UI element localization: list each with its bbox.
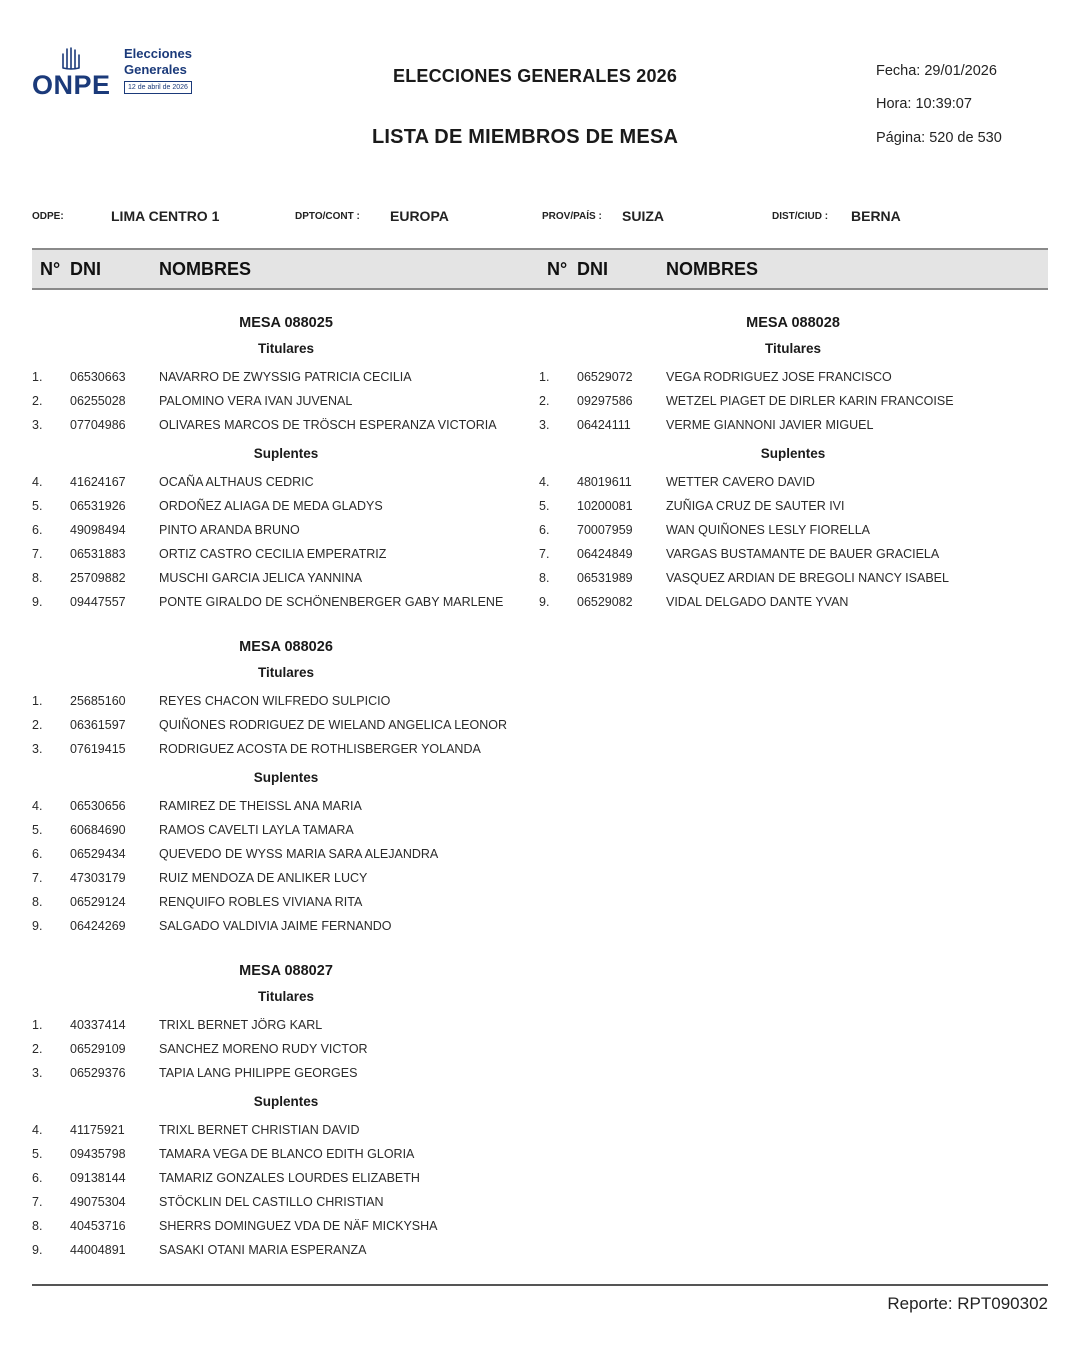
row-number: 6. <box>32 523 43 537</box>
row-dni: 06529124 <box>70 895 126 909</box>
titulares-heading: Titulares <box>764 341 822 356</box>
row-dni: 49075304 <box>70 1195 126 1209</box>
row-number: 9. <box>32 1243 43 1257</box>
logo-event-line1: Elecciones <box>124 46 192 61</box>
row-name: OCAÑA ALTHAUS CEDRIC <box>159 475 314 489</box>
row-number: 4. <box>539 475 550 489</box>
row-name: QUIÑONES RODRIGUEZ DE WIELAND ANGELICA LEONOR <box>159 718 507 732</box>
time-label: Hora: 10:39:07 <box>876 96 972 112</box>
row-number: 8. <box>539 571 550 585</box>
logo-event-date: 12 de abril de 2026 <box>124 81 192 94</box>
row-name: WETTER CAVERO DAVID <box>666 475 815 489</box>
row-number: 1. <box>32 1018 43 1032</box>
row-dni: 09297586 <box>577 394 633 408</box>
prov-value: SUIZA <box>622 208 664 224</box>
row-number: 5. <box>539 499 550 513</box>
row-number: 6. <box>539 523 550 537</box>
titulares-heading: Titulares <box>257 665 315 680</box>
row-number: 6. <box>32 1171 43 1185</box>
suplentes-heading: Suplentes <box>253 446 319 461</box>
row-name: RODRIGUEZ ACOSTA DE ROTHLISBERGER YOLANDA <box>159 742 481 756</box>
row-name: SANCHEZ MORENO RUDY VICTOR <box>159 1042 368 1056</box>
row-number: 5. <box>32 1147 43 1161</box>
row-dni: 06531883 <box>70 547 126 561</box>
row-dni: 06531926 <box>70 499 126 513</box>
row-number: 1. <box>32 694 43 708</box>
titulares-heading: Titulares <box>257 341 315 356</box>
row-name: TAMARIZ GONZALES LOURDES ELIZABETH <box>159 1171 420 1185</box>
row-name: PINTO ARANDA BRUNO <box>159 523 300 537</box>
row-number: 4. <box>32 475 43 489</box>
row-number: 2. <box>32 1042 43 1056</box>
row-name: TRIXL BERNET CHRISTIAN DAVID <box>159 1123 360 1137</box>
row-dni: 09435798 <box>70 1147 126 1161</box>
row-name: QUEVEDO DE WYSS MARIA SARA ALEJANDRA <box>159 847 439 861</box>
row-number: 9. <box>539 595 550 609</box>
row-dni: 06529082 <box>577 595 633 609</box>
row-name: STÖCKLIN DEL CASTILLO CHRISTIAN <box>159 1195 384 1209</box>
row-dni: 06361597 <box>70 718 126 732</box>
titulares-heading: Titulares <box>257 989 315 1004</box>
row-number: 2. <box>539 394 550 408</box>
logo-brand: ONPE <box>32 70 111 100</box>
row-dni: 25685160 <box>70 694 126 708</box>
row-name: PONTE GIRALDO DE SCHÖNENBERGER GABY MARLENE <box>159 595 504 609</box>
row-dni: 06530663 <box>70 370 126 384</box>
row-number: 9. <box>32 595 43 609</box>
report-code: Reporte: RPT090302 <box>887 1294 1048 1313</box>
row-name: OLIVARES MARCOS DE TRÖSCH ESPERANZA VICTORIA <box>159 418 497 432</box>
row-name: PALOMINO VERA IVAN JUVENAL <box>159 394 353 408</box>
row-name: WETZEL PIAGET DE DIRLER KARIN FRANCOISE <box>666 394 954 408</box>
row-number: 2. <box>32 718 43 732</box>
row-number: 8. <box>32 1219 43 1233</box>
row-name: VASQUEZ ARDIAN DE BREGOLI NANCY ISABEL <box>666 571 949 585</box>
odpe-value: LIMA CENTRO 1 <box>111 208 220 224</box>
date-label: Fecha: 29/01/2026 <box>876 63 997 79</box>
row-dni: 06530656 <box>70 799 126 813</box>
row-dni: 06424111 <box>577 418 631 432</box>
row-dni: 40337414 <box>70 1018 126 1032</box>
row-name: SASAKI OTANI MARIA ESPERANZA <box>159 1243 367 1257</box>
col-dni-right: DNI <box>577 259 608 279</box>
row-dni: 41175921 <box>70 1123 125 1137</box>
row-dni: 07619415 <box>70 742 126 756</box>
row-dni: 44004891 <box>70 1243 126 1257</box>
dist-value: BERNA <box>851 208 901 224</box>
row-name: RAMIREZ DE THEISSL ANA MARIA <box>159 799 362 813</box>
row-number: 1. <box>539 370 550 384</box>
row-number: 7. <box>32 1195 43 1209</box>
voting-hand-icon <box>60 46 90 70</box>
row-number: 5. <box>32 823 43 837</box>
row-number: 3. <box>539 418 550 432</box>
dpto-label: DPTO/CONT : <box>295 211 360 222</box>
mesa-title: MESA 088027 <box>239 963 333 979</box>
row-name: ORDOÑEZ ALIAGA DE MEDA GLADYS <box>159 499 383 513</box>
mesa-title: MESA 088028 <box>746 315 840 331</box>
col-names-right: NOMBRES <box>666 259 759 279</box>
dist-label: DIST/CIUD : <box>772 211 829 222</box>
row-name: TAMARA VEGA DE BLANCO EDITH GLORIA <box>159 1147 415 1161</box>
row-dni: 06529109 <box>70 1042 126 1056</box>
row-name: SHERRS DOMINGUEZ VDA DE NÄF MICKYSHA <box>159 1219 438 1233</box>
suplentes-heading: Suplentes <box>253 770 319 785</box>
row-dni: 06424849 <box>577 547 633 561</box>
row-name: RENQUIFO ROBLES VIVIANA RITA <box>159 895 363 909</box>
row-name: VEGA RODRIGUEZ JOSE FRANCISCO <box>666 370 892 384</box>
row-name: VARGAS BUSTAMANTE DE BAUER GRACIELA <box>666 547 940 561</box>
suplentes-heading: Suplentes <box>253 1094 319 1109</box>
col-dni-left: DNI <box>70 259 101 279</box>
row-dni: 48019611 <box>577 475 632 489</box>
row-dni: 70007959 <box>577 523 633 537</box>
row-name: SALGADO VALDIVIA JAIME FERNANDO <box>159 919 392 933</box>
page-label: Página: 520 de 530 <box>876 130 1002 146</box>
row-number: 7. <box>32 871 43 885</box>
table-header <box>32 248 1048 290</box>
row-name: RAMOS CAVELTI LAYLA TAMARA <box>159 823 354 837</box>
row-dni: 06255028 <box>70 394 126 408</box>
row-number: 9. <box>32 919 43 933</box>
row-name: MUSCHI GARCIA JELICA YANNINA <box>159 571 363 585</box>
document-title: ELECCIONES GENERALES 2026 <box>393 66 678 86</box>
row-dni: 47303179 <box>70 871 126 885</box>
prov-label: PROV/PAÍS : <box>542 211 602 222</box>
row-number: 3. <box>32 742 43 756</box>
row-number: 7. <box>539 547 550 561</box>
row-dni: 06529434 <box>70 847 126 861</box>
row-dni: 07704986 <box>70 418 126 432</box>
onpe-logo <box>32 44 212 100</box>
mesa-title: MESA 088026 <box>239 639 333 655</box>
logo-event-line2: Generales <box>124 62 187 77</box>
row-name: NAVARRO DE ZWYSSIG PATRICIA CECILIA <box>159 370 412 384</box>
row-dni: 06531989 <box>577 571 633 585</box>
dpto-value: EUROPA <box>390 208 449 224</box>
footer-divider <box>32 1284 1048 1286</box>
row-name: WAN QUIÑONES LESLY FIORELLA <box>666 523 870 537</box>
col-num-left: N° <box>40 259 61 279</box>
suplentes-heading: Suplentes <box>760 446 826 461</box>
row-name: ZUÑIGA CRUZ DE SAUTER IVI <box>666 499 845 513</box>
row-dni: 40453716 <box>70 1219 126 1233</box>
row-name: RUIZ MENDOZA DE ANLIKER LUCY <box>159 871 368 885</box>
row-number: 3. <box>32 418 43 432</box>
odpe-label: ODPE: <box>32 211 64 222</box>
row-name: VIDAL DELGADO DANTE YVAN <box>666 595 849 609</box>
row-dni: 41624167 <box>70 475 126 489</box>
row-number: 2. <box>32 394 43 408</box>
row-name: ORTIZ CASTRO CECILIA EMPERATRIZ <box>159 547 387 561</box>
row-dni: 06529072 <box>577 370 633 384</box>
row-number: 1. <box>32 370 43 384</box>
row-number: 7. <box>32 547 43 561</box>
row-dni: 06424269 <box>70 919 126 933</box>
row-number: 4. <box>32 1123 43 1137</box>
row-number: 6. <box>32 847 43 861</box>
row-number: 4. <box>32 799 43 813</box>
row-dni: 60684690 <box>70 823 126 837</box>
col-names-left: NOMBRES <box>159 259 252 279</box>
document-subtitle: LISTA DE MIEMBROS DE MESA <box>372 126 679 148</box>
row-dni: 25709882 <box>70 571 126 585</box>
row-number: 8. <box>32 571 43 585</box>
row-name: TRIXL BERNET JÖRG KARL <box>159 1018 323 1032</box>
row-number: 3. <box>32 1066 43 1080</box>
row-dni: 06529376 <box>70 1066 126 1080</box>
row-number: 8. <box>32 895 43 909</box>
row-dni: 09447557 <box>70 595 126 609</box>
row-name: TAPIA LANG PHILIPPE GEORGES <box>159 1066 358 1080</box>
row-dni: 10200081 <box>577 499 633 513</box>
row-number: 5. <box>32 499 43 513</box>
mesa-title: MESA 088025 <box>239 315 333 331</box>
col-num-right: N° <box>547 259 568 279</box>
row-dni: 49098494 <box>70 523 126 537</box>
row-dni: 09138144 <box>70 1171 126 1185</box>
row-name: REYES CHACON WILFREDO SULPICIO <box>159 694 391 708</box>
row-name: VERME GIANNONI JAVIER MIGUEL <box>666 418 874 432</box>
